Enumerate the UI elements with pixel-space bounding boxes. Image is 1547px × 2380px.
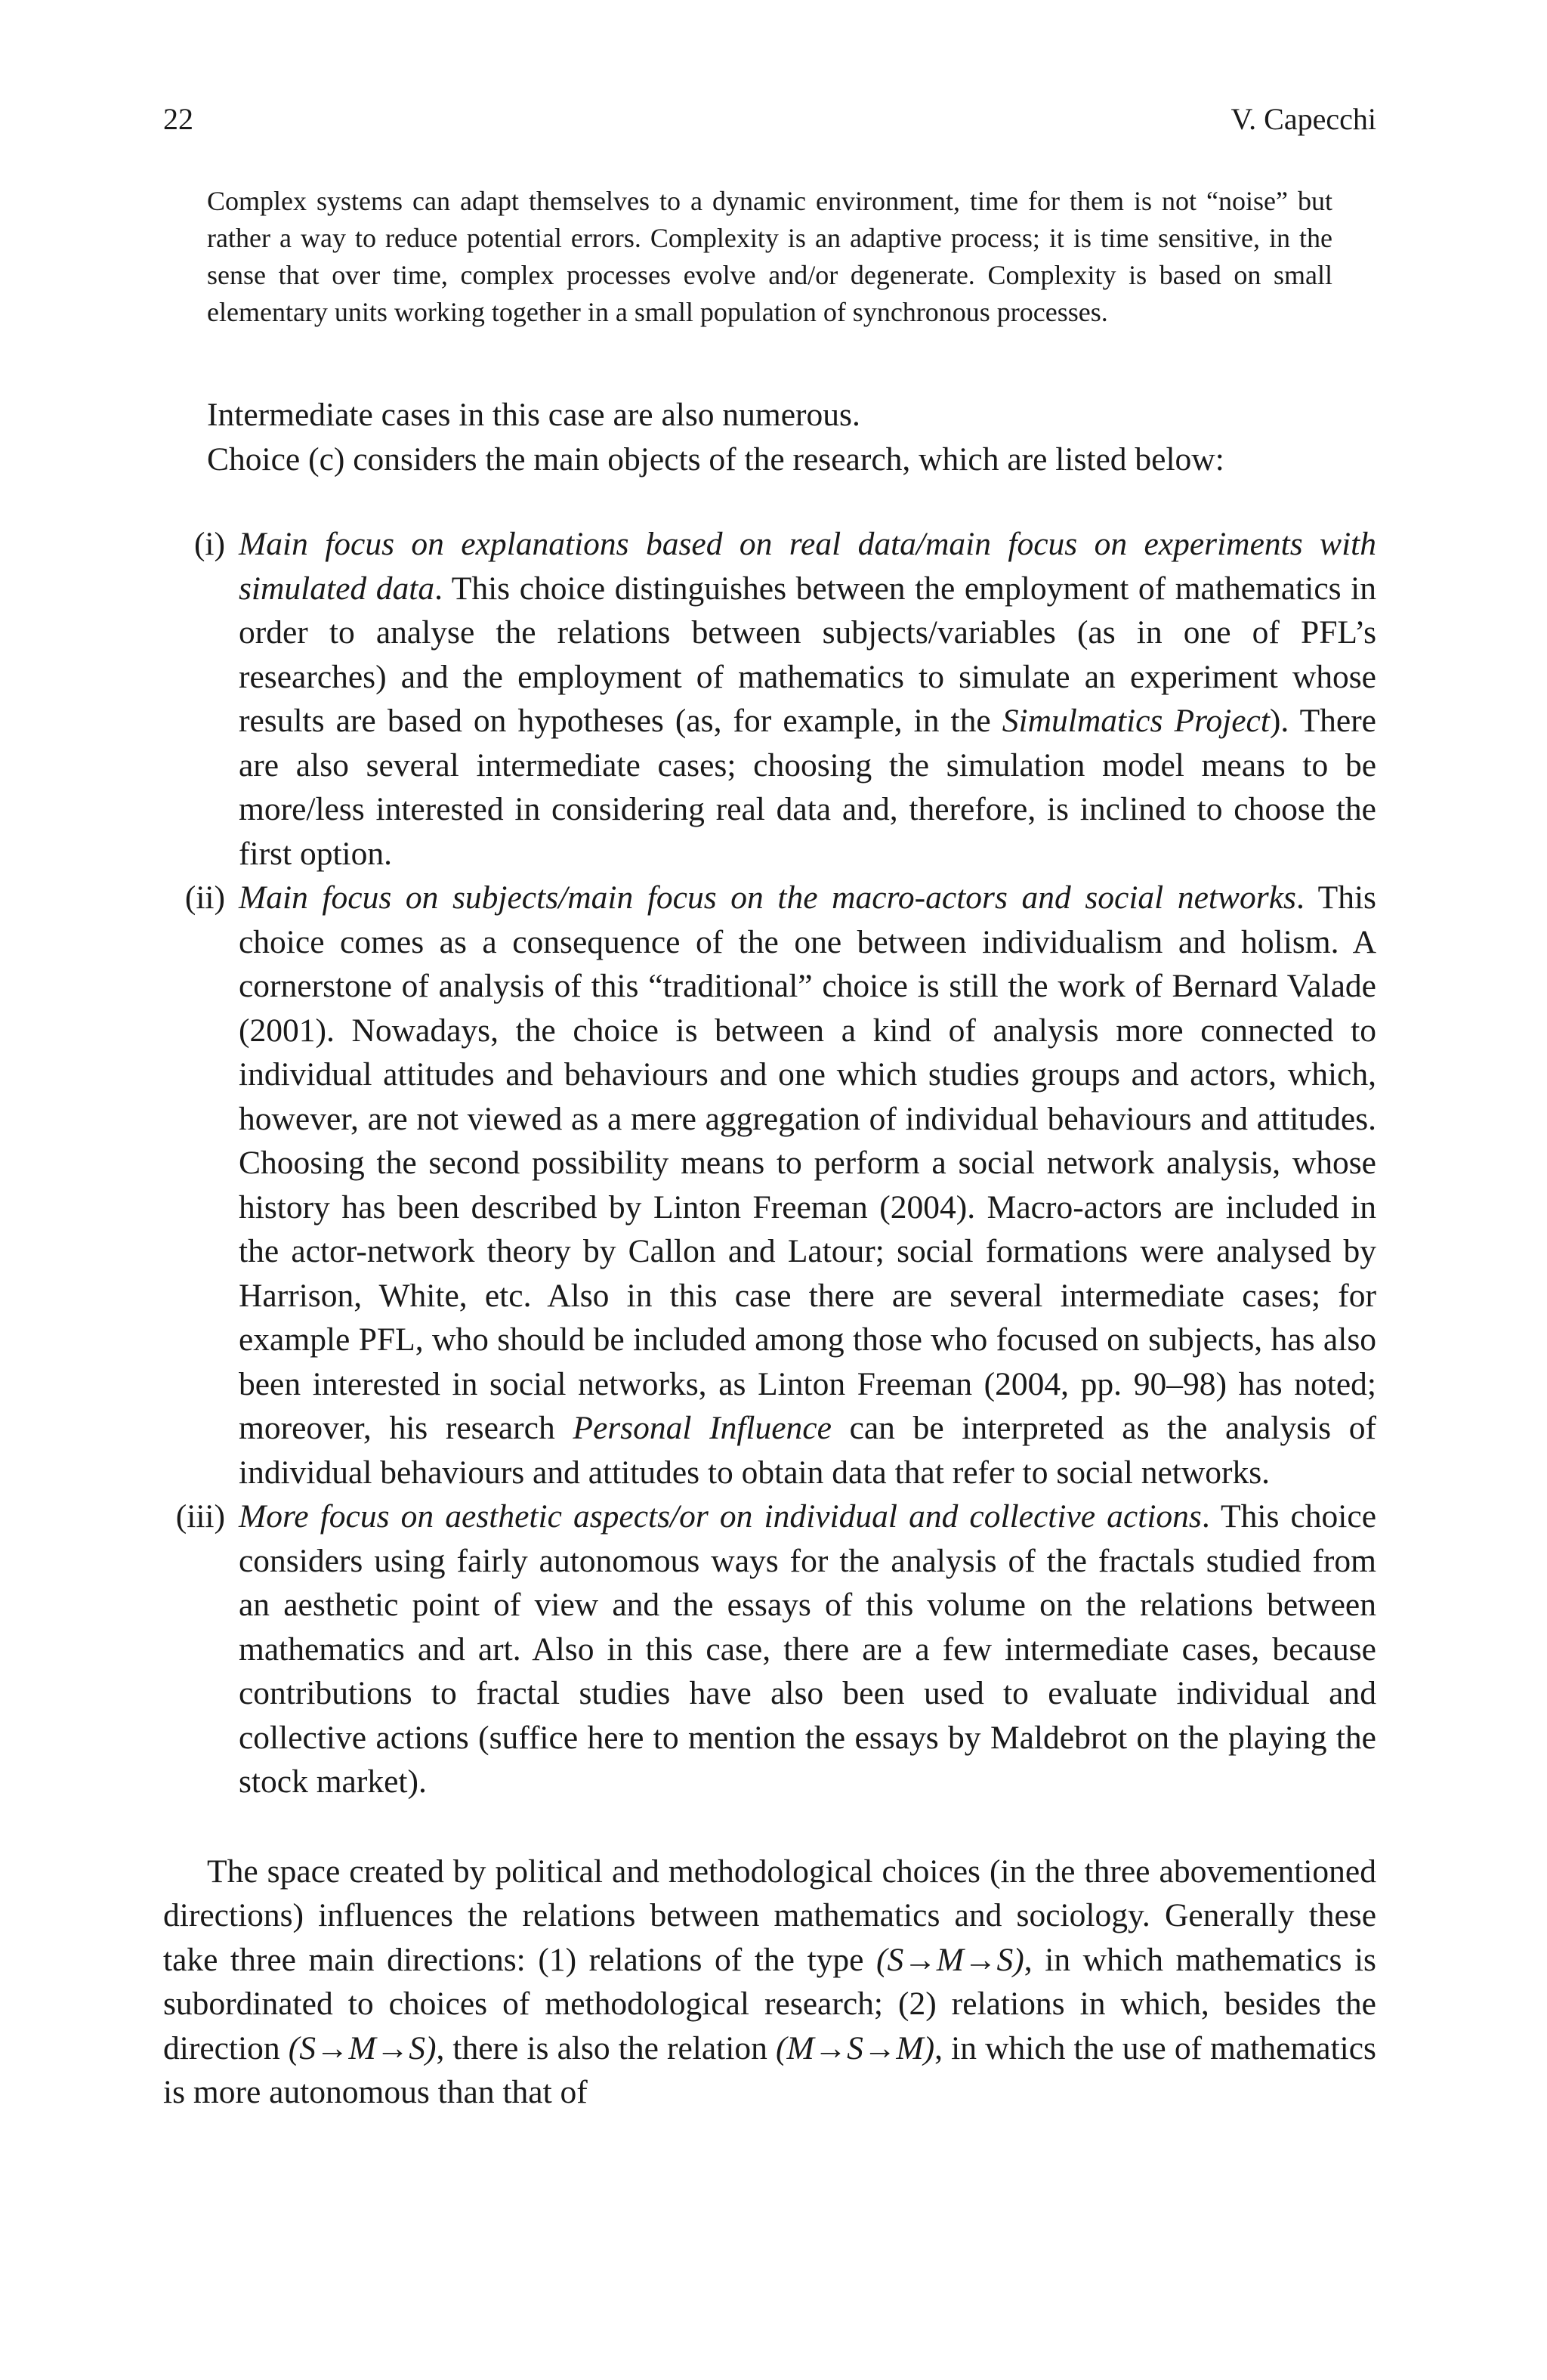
- item-text-continued: can be interpreted as the analysis of individual behaviours and attitudes to obtain data that refer to social networks.: [239, 1410, 1376, 1491]
- quote-text: Complex systems can adapt themselves to a dynamic environment, time for them is not “noise” but rather a way to reduce potential errors. Complexity is an adaptive process; it is time sensitive, in the sense that over time, complex processes evolve and/or degenerate. Complexity is based on small elementary units working together in a small population of synchronous processes.: [207, 186, 1332, 327]
- closing-text: The space created by political and methodological choices (in the three abovementioned directions) influences the relations between mathematics and sociology. Generally these take three main directions: (1) relations of the type: [163, 1853, 1376, 1978]
- list-marker: (i): [193, 526, 225, 562]
- formula: (M→S→M): [775, 2029, 935, 2066]
- item-title: Main focus on subjects/main focus on the macro-actors and social networks: [239, 879, 1296, 916]
- body-text: [163, 393, 1376, 2115]
- intermediate-cases-paragraph: Intermediate cases in this case are also numerous.: [207, 397, 860, 433]
- list-item: [163, 522, 1376, 876]
- item-emphasis: Personal Influence: [573, 1410, 832, 1446]
- page-header: [163, 97, 1376, 142]
- block-quote: [207, 183, 1332, 331]
- list-item: [163, 876, 1376, 1494]
- item-emphasis: Simulmatics Project: [1002, 703, 1270, 739]
- choice-c-intro-paragraph: Choice (c) considers the main objects of the research, which are listed below:: [207, 440, 1224, 478]
- running-head: V. Capecchi: [1230, 102, 1376, 136]
- page-number: 22: [163, 102, 193, 136]
- item-text: . This choice considers using fairly autonomous ways for the analysis of the fractals studied from an aesthetic point of view and the essays of this volume on the relations between mathematics and art. Also in this case, there are a few intermediate cases, because contributions to fractal studies have also been used to evaluate individual and collective actions (suffice here to mention the essays by Maldebrot on the playing the stock market).: [239, 1498, 1377, 1800]
- list-marker: (iii): [175, 1498, 225, 1535]
- closing-text: , in which the use of mathematics is more autonomous than that of: [163, 2029, 1376, 2110]
- item-title: Main focus on explanations based on real data/main focus on experiments with simulated data: [239, 526, 1376, 607]
- list-item: [163, 1494, 1376, 1804]
- closing-paragraph: [163, 1850, 1376, 2115]
- item-text-continued: ). There are also several intermediate cases; choosing the simulation model means to be more/less interested in considering real data and, therefore, is inclined to choose the first option.: [239, 703, 1376, 872]
- closing-text: , there is also the relation: [436, 2029, 776, 2066]
- closing-text: , in which mathematics is subordinated to choices of methodological research; (2) relations in which, besides the direction: [163, 1941, 1376, 2066]
- formula: (S→M→S): [288, 2029, 437, 2066]
- item-text: . This choice distinguishes between the employment of mathematics in order to analyse the relations between subjects/variables (as in one of PFL’s researches) and the employment of mathematics to simulate an experiment whose results are based on hypotheses (as, for example, in the: [239, 570, 1376, 739]
- list-marker: (ii): [184, 879, 225, 916]
- formula: (S→M→S): [876, 1941, 1024, 1978]
- choice-list: [163, 522, 1376, 1804]
- item-title: More focus on aesthetic aspects/or on individual and collective actions: [239, 1498, 1202, 1535]
- item-text: . This choice comes as a consequence of the one between individualism and holism. A cornerstone of analysis of this “traditional” choice is still the work of Bernard Valade (2001). Nowadays, the choice is between a kind of analysis more connected to individual attitudes and behaviours and one which studies groups and actors, which, however, are not viewed as a mere aggregation of individual behaviours and attitudes. Choosing the second possibility means to perform a social network analysis, whose history has been described by Linton Freeman (2004). Macro-actors are included in the actor-network theory by Callon and Latour; social formations were analysed by Harrison, White, etc. Also in this case there are several intermediate cases; for example PFL, who should be included among those who focused on subjects, has also been interested in social networks, as Linton Freeman (2004, pp. 90–98) has noted; moreover, his research: [239, 879, 1376, 1446]
